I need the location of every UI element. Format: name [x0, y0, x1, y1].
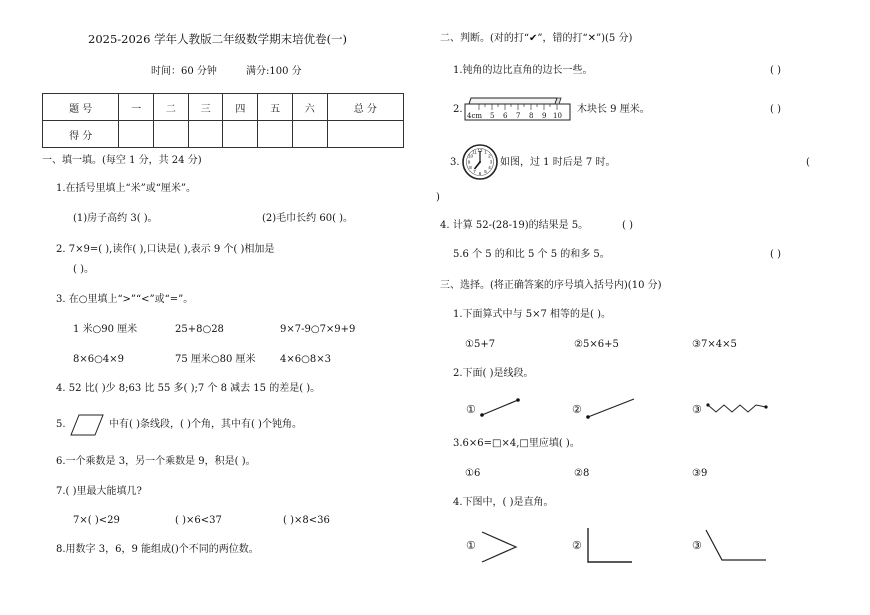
s1-q3-item: 8×6○4×9 — [73, 354, 124, 365]
s3-question-1: 1.下面算式中与 5×7 相等的是( )。 — [453, 309, 611, 320]
s2-question-3-text: 如图，过 1 时后是 7 时。 — [500, 157, 616, 168]
svg-text:5: 5 — [484, 169, 487, 174]
s3-q2-option-label[interactable]: ③ — [692, 403, 702, 416]
ruler-figure — [465, 96, 573, 122]
svg-text:7: 7 — [473, 169, 476, 174]
s3-q3-option[interactable]: ①6 — [465, 468, 481, 479]
s1-question-1b: (2)毛巾长约 60( )。 — [262, 213, 354, 224]
svg-text:8: 8 — [469, 165, 472, 170]
s1-q7-item: ( )×6<37 — [175, 515, 222, 526]
s3-q1-option[interactable]: ①5+7 — [465, 339, 496, 350]
score-input-cell[interactable] — [327, 121, 403, 148]
s2-question-2-num: 2. — [453, 104, 463, 115]
score-table — [42, 93, 404, 148]
s3-q3-option[interactable]: ②8 — [574, 468, 590, 479]
svg-text:12: 12 — [477, 148, 483, 153]
score-input-cell[interactable] — [258, 121, 293, 148]
score-input-cell[interactable] — [292, 121, 327, 148]
ruler-label: 5 — [490, 112, 495, 120]
svg-text:10: 10 — [467, 153, 474, 159]
s3-q4-option-label[interactable]: ① — [466, 539, 476, 552]
s3-q2-option-label[interactable]: ② — [572, 403, 582, 416]
ray-figure — [586, 397, 636, 419]
score-table-score-row — [43, 121, 404, 148]
score-table-cell: 五 — [258, 94, 293, 121]
s3-question-2: 2.下面( )是线段。 — [453, 368, 534, 379]
acute-angle-figure — [480, 530, 520, 564]
s1-question-2-line2: ( )。 — [73, 264, 94, 275]
s3-question-4: 4.下图中，( )是直角。 — [453, 497, 554, 508]
s2-question-5: 5.6 个 5 的和比 5 个 5 的和多 5。 — [453, 249, 610, 260]
score-table-cell: 三 — [188, 94, 223, 121]
s1-question-8: 8.用数字 3，6，9 能组成()个不同的两位数。 — [56, 544, 259, 555]
zigzag-figure — [706, 401, 768, 415]
page-title: 2025-2026 学年人教版二年级数学期末培优卷(一) — [88, 32, 348, 46]
s1-q3-item: 25+8○28 — [175, 324, 224, 335]
svg-text:6: 6 — [478, 171, 482, 176]
s2-question-1: 1.钝角的边比直角的边长一些。 — [453, 65, 593, 76]
score-input-cell[interactable] — [188, 121, 223, 148]
s2-question-4: 4. 计算 52-(28-19)的结果是 5。 — [440, 220, 589, 231]
s1-question-7: 7.( )里最大能填几? — [56, 486, 142, 497]
s1-question-3: 3. 在○里填上“>”“<”或“=”。 — [56, 294, 194, 305]
answer-paren: ( ) — [770, 249, 781, 260]
s1-q7-item: ( )×8<36 — [283, 515, 330, 526]
s3-q2-option-label[interactable]: ① — [466, 403, 476, 416]
score-table-cell: 六 — [292, 94, 327, 121]
time-info: 时间：60 分钟 — [151, 66, 217, 77]
s1-question-2-line1: 2. 7×9=( ),读作( ),口诀是( ),表示 9 个( )相加是 — [56, 244, 275, 255]
ruler-label: 6 — [503, 112, 508, 120]
segment-figure — [480, 397, 520, 417]
s3-q4-option-label[interactable]: ③ — [692, 539, 702, 552]
svg-text:1: 1 — [484, 149, 487, 155]
score-input-cell[interactable] — [223, 121, 258, 148]
ruler-label: 8 — [529, 112, 534, 120]
section3-heading: 三、选择。(将正确答案的序号填入括号内)(10 分) — [440, 280, 662, 291]
score-info: 满分:100 分 — [246, 66, 302, 77]
s3-q4-option-label[interactable]: ② — [572, 539, 582, 552]
s1-q3-item: 9×7-9○7×9+9 — [280, 324, 356, 335]
score-table-cell: 二 — [154, 94, 189, 121]
ruler-label: 9 — [542, 112, 547, 120]
ruler-label: 4cm — [467, 112, 483, 120]
svg-text:4: 4 — [488, 165, 491, 170]
score-table-cell: 四 — [223, 94, 258, 121]
s2-question-2-text: 木块长 9 厘米。 — [577, 104, 650, 115]
s3-question-3: 3.6×6=□×4,□里应填( )。 — [453, 438, 580, 449]
section2-heading: 二、判断。(对的打“✔”，错的打“✕”)(5 分) — [440, 33, 633, 44]
score-input-cell[interactable] — [154, 121, 189, 148]
s1-q3-item: 75 厘米○80 厘米 — [175, 354, 256, 365]
parallelogram-figure — [69, 413, 105, 437]
s1-q3-item: 4×6○8×3 — [280, 354, 331, 365]
right-angle-figure — [586, 526, 636, 566]
s1-question-1a: (1)房子高约 3( )。 — [73, 213, 158, 224]
s1-q7-item: 7×( )<29 — [73, 515, 120, 526]
ruler-label: 7 — [516, 112, 521, 120]
score-table-cell: 总 分 — [327, 94, 403, 121]
s1-question-6: 6.一个乘数是 3，另一个乘数是 9，积是( )。 — [56, 456, 256, 467]
score-table-cell: 一 — [119, 94, 154, 121]
answer-paren: ( ) — [622, 220, 633, 231]
answer-paren-close: ) — [436, 192, 440, 203]
svg-text:11: 11 — [472, 149, 477, 155]
ruler-label: 10 — [553, 112, 562, 120]
answer-paren: ( ) — [770, 65, 781, 76]
clock-figure — [462, 144, 498, 180]
s1-question-5-num: 5. — [56, 419, 66, 430]
s2-question-3-num: 3. — [450, 157, 460, 168]
section1-heading: 一、填一填。(每空 1 分，共 24 分) — [42, 155, 202, 166]
score-table-header-row — [43, 94, 404, 121]
s1-question-5-text: 中有( )条线段，( )个角，其中有( )个钝角。 — [109, 419, 302, 430]
score-table-cell: 题 号 — [43, 94, 119, 121]
svg-text:2: 2 — [488, 153, 491, 159]
obtuse-angle-figure — [704, 528, 770, 564]
svg-text:3: 3 — [489, 159, 493, 165]
s1-question-1: 1.在括号里填上“米”或“厘米”。 — [56, 183, 196, 194]
s1-question-4: 4. 52 比( )少 8;63 比 55 多( );7 个 8 减去 15 的差是( )。 — [56, 383, 321, 394]
answer-paren: ( ) — [770, 104, 781, 115]
score-table-cell: 得 分 — [43, 121, 119, 148]
s3-q1-option[interactable]: ②5×6+5 — [574, 339, 619, 350]
s3-q1-option[interactable]: ③7×4×5 — [692, 339, 737, 350]
s1-q3-item: 1 米○90 厘米 — [73, 324, 138, 335]
s3-q3-option[interactable]: ③9 — [692, 468, 708, 479]
svg-text:9: 9 — [467, 159, 471, 165]
answer-paren-open: ( — [806, 157, 810, 168]
score-input-cell[interactable] — [119, 121, 154, 148]
